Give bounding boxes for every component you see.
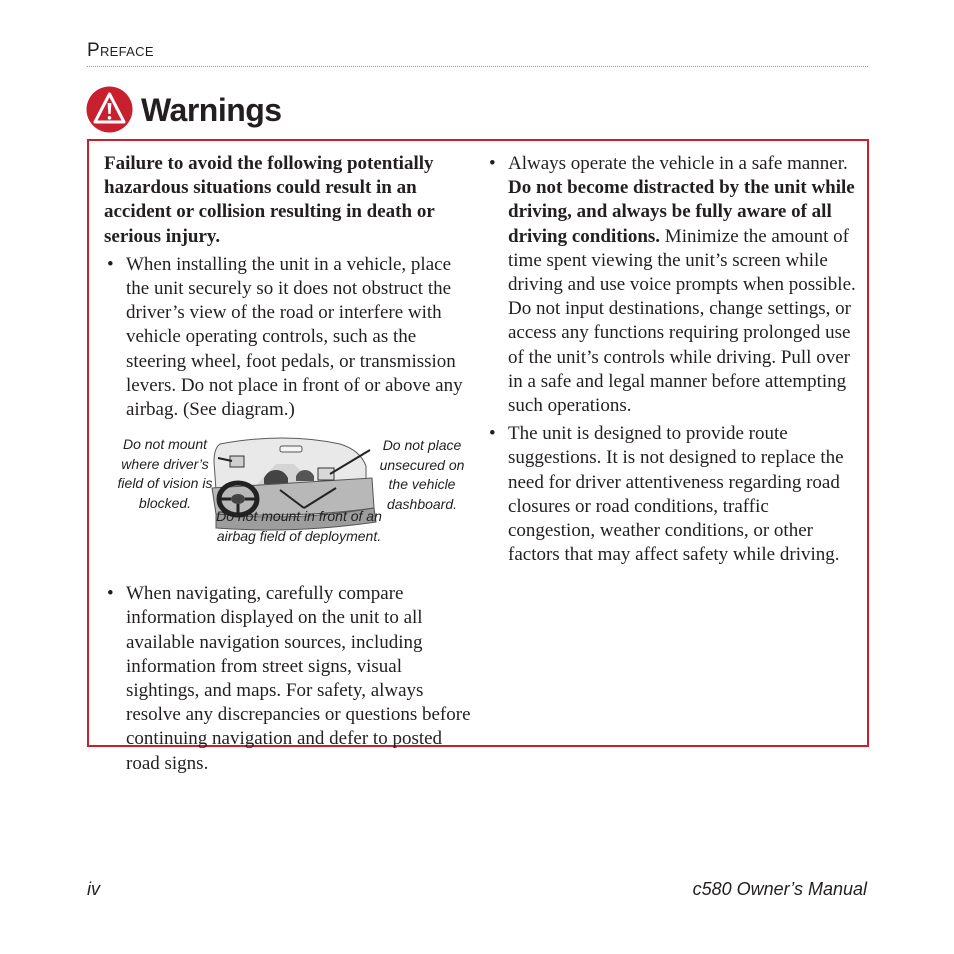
bullet-mark: • [107, 253, 114, 275]
warning-intro: Failure to avoid the following potentially hazardous situations could result in an accident or collision resulting in death or serious injury. [104, 153, 435, 247]
diagram-caption-vision: Do not mount where driver’s field of vision is blocked. [117, 436, 213, 511]
bullet-text: The unit is designed to provide route suggestions. It is not designed to replace the need for driver attentiveness regarding road closures or road conditions, traffic congestion, weather conditions, or other factors that may affect safety while driving. [508, 423, 844, 566]
bullet-item-navigating [104, 582, 476, 776]
diagram-caption-dashboard: Do not place unsecured on the vehicle dashboard. [379, 437, 465, 512]
bullet-mark: • [107, 583, 114, 605]
right-column [486, 152, 856, 567]
warnings-box [87, 139, 869, 774]
section-header: Preface [87, 40, 154, 61]
bullet-item-route-suggestions [486, 422, 856, 567]
bullet-text-bold: Do not become distracted by the unit while driving, and always be fully aware of all driving conditions. [508, 177, 855, 247]
page-title-row [86, 86, 486, 136]
header-rule [87, 66, 868, 67]
bullet-mark: • [489, 153, 496, 174]
warning-triangle-icon [86, 86, 133, 133]
bullet-item-safe-operation [486, 152, 856, 418]
bullet-text: When navigating, carefully compare information displayed on the unit to all available navigation sources, including information from street signs, visual sightings, and maps. For safety, always resolve any discrepancies or questions before continuing navigation and defer to posted road signs. [126, 583, 471, 774]
bullet-text-rest: Minimize the amount of time spent viewing the unit’s screen while driving and use voice prompts when possible. Do not input destinations, change settings, or access any functions requiring prolonged use of the unit’s controls while driving. Pull over in a safe and legal manner before attempting such operations. [508, 225, 856, 417]
page-title: Warnings [141, 92, 282, 128]
diagram-caption-airbag: Do not mount in front of an airbag field of deployment. [216, 508, 382, 544]
bullet-item-installing [104, 253, 476, 422]
bullet-text-lead: Always operate the vehicle in a safe manner. [508, 153, 848, 174]
dashboard-diagram [104, 430, 476, 572]
manual-title: c580 Owner’s Manual [692, 879, 867, 899]
left-column [104, 152, 476, 776]
bullet-mark: • [489, 423, 496, 445]
bullet-text: When installing the unit in a vehicle, place the unit securely so it does not obstruct the driver’s view of the road or interfere with vehicle operating controls, such as the steering wheel, foot pedals, or transmission levers. Do not place in front of or above any airbag. (See diagram.) [126, 253, 463, 421]
page-number: iv [87, 879, 100, 899]
